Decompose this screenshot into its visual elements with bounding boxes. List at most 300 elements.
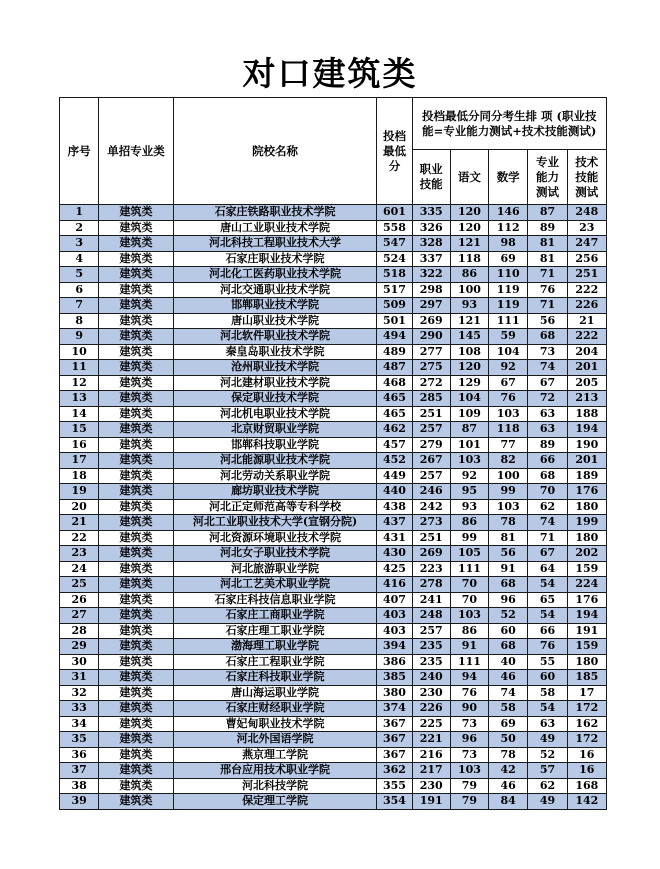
cell-chinese: 94: [450, 670, 488, 686]
cell-seq: 22: [60, 530, 99, 546]
cell-ability: 49: [528, 732, 567, 748]
cell-seq: 39: [60, 794, 99, 810]
cell-major: 建筑类: [99, 654, 173, 670]
cell-chinese: 145: [450, 329, 488, 345]
cell-skill: 248: [412, 608, 450, 624]
header-seq: 序号: [60, 98, 99, 205]
cell-major: 建筑类: [99, 282, 173, 298]
cell-tech: 180: [567, 530, 606, 546]
cell-school: 保定职业技术学院: [173, 391, 377, 407]
cell-seq: 15: [60, 422, 99, 438]
cell-chinese: 103: [450, 608, 488, 624]
cell-school: 河北机电职业技术学院: [173, 406, 377, 422]
cell-seq: 16: [60, 437, 99, 453]
cell-min-score: 547: [377, 236, 412, 252]
cell-seq: 23: [60, 546, 99, 562]
cell-min-score: 354: [377, 794, 412, 810]
cell-ability: 60: [528, 670, 567, 686]
cell-ability: 58: [528, 685, 567, 701]
cell-tech: 256: [567, 251, 606, 267]
cell-skill: 269: [412, 546, 450, 562]
cell-tech: 224: [567, 577, 606, 593]
table-row: [60, 530, 607, 546]
cell-skill: 251: [412, 530, 450, 546]
cell-major: 建筑类: [99, 778, 173, 794]
cell-chinese: 101: [450, 437, 488, 453]
cell-major: 建筑类: [99, 763, 173, 779]
cell-ability: 68: [528, 329, 567, 345]
cell-major: 建筑类: [99, 453, 173, 469]
cell-math: 111: [489, 313, 528, 329]
cell-min-score: 487: [377, 360, 412, 376]
header-major: 单招专业类: [99, 98, 173, 205]
cell-school: 秦皇岛职业技术学院: [173, 344, 377, 360]
cell-skill: 235: [412, 639, 450, 655]
cell-math: 78: [489, 747, 528, 763]
table-row: [60, 313, 607, 329]
cell-math: 119: [489, 282, 528, 298]
cell-major: 建筑类: [99, 313, 173, 329]
cell-major: 建筑类: [99, 298, 173, 314]
table-row: [60, 220, 607, 236]
cell-min-score: 437: [377, 515, 412, 531]
cell-tech: 251: [567, 267, 606, 283]
cell-seq: 35: [60, 732, 99, 748]
cell-school: 石家庄科技职业学院: [173, 670, 377, 686]
cell-ability: 65: [528, 592, 567, 608]
table-row: [60, 778, 607, 794]
cell-chinese: 105: [450, 546, 488, 562]
cell-major: 建筑类: [99, 267, 173, 283]
cell-tech: 176: [567, 592, 606, 608]
cell-chinese: 86: [450, 267, 488, 283]
cell-seq: 12: [60, 375, 99, 391]
header-min-score: 投档最低分: [377, 98, 412, 205]
cell-tech: 248: [567, 205, 606, 221]
cell-math: 69: [489, 251, 528, 267]
cell-skill: 337: [412, 251, 450, 267]
cell-tech: 194: [567, 608, 606, 624]
cell-min-score: 367: [377, 716, 412, 732]
cell-skill: 298: [412, 282, 450, 298]
cell-tech: 204: [567, 344, 606, 360]
cell-skill: 257: [412, 422, 450, 438]
cell-chinese: 92: [450, 468, 488, 484]
cell-min-score: 465: [377, 391, 412, 407]
cell-major: 建筑类: [99, 499, 173, 515]
cell-math: 104: [489, 344, 528, 360]
cell-chinese: 121: [450, 313, 488, 329]
cell-skill: 277: [412, 344, 450, 360]
cell-ability: 89: [528, 220, 567, 236]
header-chinese: 语文: [450, 150, 488, 205]
cell-tech: 162: [567, 716, 606, 732]
table-row: [60, 236, 607, 252]
cell-skill: 272: [412, 375, 450, 391]
cell-ability: 70: [528, 484, 567, 500]
cell-math: 92: [489, 360, 528, 376]
cell-school: 河北工艺美术职业学院: [173, 577, 377, 593]
cell-chinese: 103: [450, 763, 488, 779]
table-row: [60, 608, 607, 624]
cell-min-score: 425: [377, 561, 412, 577]
table-row: [60, 251, 607, 267]
cell-skill: 221: [412, 732, 450, 748]
cell-skill: 191: [412, 794, 450, 810]
cell-ability: 67: [528, 375, 567, 391]
cell-ability: 56: [528, 313, 567, 329]
cell-chinese: 120: [450, 205, 488, 221]
cell-skill: 275: [412, 360, 450, 376]
cell-chinese: 73: [450, 747, 488, 763]
cell-skill: 225: [412, 716, 450, 732]
cell-ability: 63: [528, 716, 567, 732]
cell-ability: 71: [528, 298, 567, 314]
cell-chinese: 120: [450, 220, 488, 236]
cell-math: 74: [489, 685, 528, 701]
cell-major: 建筑类: [99, 220, 173, 236]
cell-min-score: 430: [377, 546, 412, 562]
cell-math: 103: [489, 499, 528, 515]
cell-seq: 31: [60, 670, 99, 686]
cell-math: 78: [489, 515, 528, 531]
cell-ability: 74: [528, 360, 567, 376]
cell-min-score: 468: [377, 375, 412, 391]
table-row: [60, 747, 607, 763]
cell-major: 建筑类: [99, 639, 173, 655]
cell-school: 石家庄工商职业学院: [173, 608, 377, 624]
cell-tech: 180: [567, 499, 606, 515]
cell-ability: 87: [528, 205, 567, 221]
cell-major: 建筑类: [99, 468, 173, 484]
cell-min-score: 517: [377, 282, 412, 298]
cell-math: 42: [489, 763, 528, 779]
cell-seq: 30: [60, 654, 99, 670]
cell-ability: 67: [528, 546, 567, 562]
cell-major: 建筑类: [99, 670, 173, 686]
cell-seq: 9: [60, 329, 99, 345]
cell-tech: 16: [567, 763, 606, 779]
cell-ability: 64: [528, 561, 567, 577]
cell-skill: 216: [412, 747, 450, 763]
cell-seq: 29: [60, 639, 99, 655]
cell-school: 廊坊职业技术学院: [173, 484, 377, 500]
cell-tech: 168: [567, 778, 606, 794]
cell-skill: 257: [412, 623, 450, 639]
cell-tech: 180: [567, 654, 606, 670]
cell-seq: 34: [60, 716, 99, 732]
cell-major: 建筑类: [99, 747, 173, 763]
cell-skill: 251: [412, 406, 450, 422]
cell-school: 石家庄职业技术学院: [173, 251, 377, 267]
cell-tech: 189: [567, 468, 606, 484]
table-row: [60, 298, 607, 314]
cell-major: 建筑类: [99, 685, 173, 701]
table-row: [60, 716, 607, 732]
cell-ability: 54: [528, 608, 567, 624]
cell-school: 沧州职业技术学院: [173, 360, 377, 376]
table-row: [60, 391, 607, 407]
cell-chinese: 86: [450, 515, 488, 531]
cell-chinese: 76: [450, 685, 488, 701]
cell-min-score: 457: [377, 437, 412, 453]
cell-tech: 190: [567, 437, 606, 453]
cell-skill: 335: [412, 205, 450, 221]
table-row: [60, 732, 607, 748]
cell-school: 河北科技工程职业技术大学: [173, 236, 377, 252]
cell-school: 石家庄铁路职业技术学院: [173, 205, 377, 221]
cell-chinese: 86: [450, 623, 488, 639]
cell-major: 建筑类: [99, 701, 173, 717]
cell-tech: 201: [567, 453, 606, 469]
cell-major: 建筑类: [99, 546, 173, 562]
cell-major: 建筑类: [99, 577, 173, 593]
table-row: [60, 406, 607, 422]
cell-ability: 74: [528, 515, 567, 531]
cell-ability: 57: [528, 763, 567, 779]
cell-skill: 230: [412, 685, 450, 701]
cell-tech: 172: [567, 732, 606, 748]
cell-min-score: 367: [377, 732, 412, 748]
cell-min-score: 494: [377, 329, 412, 345]
cell-skill: 297: [412, 298, 450, 314]
cell-seq: 10: [60, 344, 99, 360]
cell-school: 河北劳动关系职业学院: [173, 468, 377, 484]
cell-math: 59: [489, 329, 528, 345]
cell-seq: 27: [60, 608, 99, 624]
cell-math: 52: [489, 608, 528, 624]
cell-school: 石家庄工程职业学院: [173, 654, 377, 670]
cell-ability: 89: [528, 437, 567, 453]
cell-skill: 242: [412, 499, 450, 515]
cell-seq: 26: [60, 592, 99, 608]
header-math: 数学: [489, 150, 528, 205]
cell-ability: 63: [528, 422, 567, 438]
cell-math: 96: [489, 592, 528, 608]
cell-school: 石家庄理工职业学院: [173, 623, 377, 639]
cell-min-score: 355: [377, 778, 412, 794]
cell-seq: 17: [60, 453, 99, 469]
cell-skill: 269: [412, 313, 450, 329]
cell-major: 建筑类: [99, 608, 173, 624]
table-row: [60, 499, 607, 515]
cell-math: 100: [489, 468, 528, 484]
cell-tech: 17: [567, 685, 606, 701]
header-school: 院校名称: [173, 98, 377, 205]
table-row: [60, 437, 607, 453]
cell-tech: 199: [567, 515, 606, 531]
cell-min-score: 403: [377, 608, 412, 624]
table-row: [60, 205, 607, 221]
cell-min-score: 518: [377, 267, 412, 283]
cell-min-score: 440: [377, 484, 412, 500]
cell-school: 邯郸科技职业学院: [173, 437, 377, 453]
header-tech: 技术技能测试: [567, 150, 606, 205]
cell-skill: 240: [412, 670, 450, 686]
cell-min-score: 462: [377, 422, 412, 438]
cell-math: 103: [489, 406, 528, 422]
cell-chinese: 111: [450, 654, 488, 670]
table-row: [60, 453, 607, 469]
cell-seq: 14: [60, 406, 99, 422]
cell-ability: 71: [528, 267, 567, 283]
cell-ability: 49: [528, 794, 567, 810]
table-row: [60, 546, 607, 562]
cell-school: 河北交通职业技术学院: [173, 282, 377, 298]
cell-tech: 159: [567, 639, 606, 655]
cell-school: 河北工业职业技术大学(宣钢分院): [173, 515, 377, 531]
cell-min-score: 524: [377, 251, 412, 267]
cell-math: 58: [489, 701, 528, 717]
cell-seq: 18: [60, 468, 99, 484]
cell-min-score: 501: [377, 313, 412, 329]
table-body: [60, 205, 607, 810]
table-row: [60, 685, 607, 701]
cell-chinese: 91: [450, 639, 488, 655]
header-ability: 专业能力测试: [528, 150, 567, 205]
cell-tech: 21: [567, 313, 606, 329]
cell-skill: 290: [412, 329, 450, 345]
cell-math: 82: [489, 453, 528, 469]
cell-seq: 1: [60, 205, 99, 221]
cell-seq: 38: [60, 778, 99, 794]
cell-ability: 66: [528, 623, 567, 639]
cell-min-score: 438: [377, 499, 412, 515]
header-skill: 职业技能: [412, 150, 450, 205]
header-group: 投档最低分同分考生排 项 (职业技能=专业能力测试+技术技能测试): [412, 98, 606, 150]
cell-min-score: 367: [377, 747, 412, 763]
cell-school: 河北能源职业技术学院: [173, 453, 377, 469]
cell-min-score: 374: [377, 701, 412, 717]
cell-min-score: 465: [377, 406, 412, 422]
cell-math: 40: [489, 654, 528, 670]
cell-tech: 188: [567, 406, 606, 422]
cell-skill: 223: [412, 561, 450, 577]
cell-seq: 24: [60, 561, 99, 577]
cell-major: 建筑类: [99, 484, 173, 500]
cell-tech: 23: [567, 220, 606, 236]
page-title: 对口建筑类: [242, 54, 418, 93]
cell-tech: 201: [567, 360, 606, 376]
cell-math: 56: [489, 546, 528, 562]
cell-chinese: 93: [450, 499, 488, 515]
cell-seq: 5: [60, 267, 99, 283]
table-row: [60, 344, 607, 360]
cell-min-score: 403: [377, 623, 412, 639]
cell-chinese: 118: [450, 251, 488, 267]
cell-min-score: 394: [377, 639, 412, 655]
cell-tech: 142: [567, 794, 606, 810]
cell-math: 60: [489, 623, 528, 639]
cell-math: 110: [489, 267, 528, 283]
cell-seq: 21: [60, 515, 99, 531]
cell-ability: 55: [528, 654, 567, 670]
cell-seq: 36: [60, 747, 99, 763]
cell-major: 建筑类: [99, 561, 173, 577]
cell-school: 河北软件职业技术学院: [173, 329, 377, 345]
table-row: [60, 763, 607, 779]
cell-seq: 32: [60, 685, 99, 701]
cell-school: 唐山海运职业学院: [173, 685, 377, 701]
cell-min-score: 385: [377, 670, 412, 686]
table-row: [60, 468, 607, 484]
cell-math: 91: [489, 561, 528, 577]
cell-chinese: 87: [450, 422, 488, 438]
cell-tech: 247: [567, 236, 606, 252]
table-row: [60, 654, 607, 670]
cell-skill: 230: [412, 778, 450, 794]
cell-major: 建筑类: [99, 329, 173, 345]
cell-math: 119: [489, 298, 528, 314]
table-row: [60, 329, 607, 345]
cell-tech: 16: [567, 747, 606, 763]
cell-math: 76: [489, 391, 528, 407]
cell-min-score: 407: [377, 592, 412, 608]
table-row: [60, 639, 607, 655]
table-row: [60, 670, 607, 686]
cell-tech: 226: [567, 298, 606, 314]
cell-chinese: 96: [450, 732, 488, 748]
table-row: [60, 375, 607, 391]
cell-math: 77: [489, 437, 528, 453]
cell-school: 石家庄科技信息职业学院: [173, 592, 377, 608]
admission-table: [59, 97, 607, 810]
cell-chinese: 70: [450, 592, 488, 608]
cell-major: 建筑类: [99, 530, 173, 546]
cell-major: 建筑类: [99, 623, 173, 639]
cell-tech: 213: [567, 391, 606, 407]
cell-chinese: 108: [450, 344, 488, 360]
cell-math: 81: [489, 530, 528, 546]
table-row: [60, 422, 607, 438]
cell-skill: 246: [412, 484, 450, 500]
cell-seq: 8: [60, 313, 99, 329]
cell-tech: 222: [567, 329, 606, 345]
table-row: [60, 623, 607, 639]
cell-seq: 37: [60, 763, 99, 779]
cell-min-score: 449: [377, 468, 412, 484]
cell-chinese: 93: [450, 298, 488, 314]
cell-seq: 33: [60, 701, 99, 717]
cell-chinese: 95: [450, 484, 488, 500]
cell-school: 石家庄财经职业学院: [173, 701, 377, 717]
cell-math: 46: [489, 670, 528, 686]
cell-tech: 191: [567, 623, 606, 639]
cell-school: 渤海理工职业学院: [173, 639, 377, 655]
cell-skill: 285: [412, 391, 450, 407]
cell-chinese: 104: [450, 391, 488, 407]
cell-chinese: 109: [450, 406, 488, 422]
cell-math: 84: [489, 794, 528, 810]
cell-skill: 273: [412, 515, 450, 531]
cell-major: 建筑类: [99, 406, 173, 422]
cell-skill: 217: [412, 763, 450, 779]
cell-school: 北京财贸职业学院: [173, 422, 377, 438]
cell-min-score: 386: [377, 654, 412, 670]
cell-school: 保定理工学院: [173, 794, 377, 810]
cell-seq: 2: [60, 220, 99, 236]
cell-skill: 241: [412, 592, 450, 608]
cell-ability: 71: [528, 530, 567, 546]
cell-min-score: 362: [377, 763, 412, 779]
cell-skill: 328: [412, 236, 450, 252]
cell-chinese: 111: [450, 561, 488, 577]
cell-major: 建筑类: [99, 794, 173, 810]
cell-ability: 81: [528, 236, 567, 252]
cell-math: 67: [489, 375, 528, 391]
cell-chinese: 79: [450, 778, 488, 794]
cell-school: 曹妃甸职业技术学院: [173, 716, 377, 732]
